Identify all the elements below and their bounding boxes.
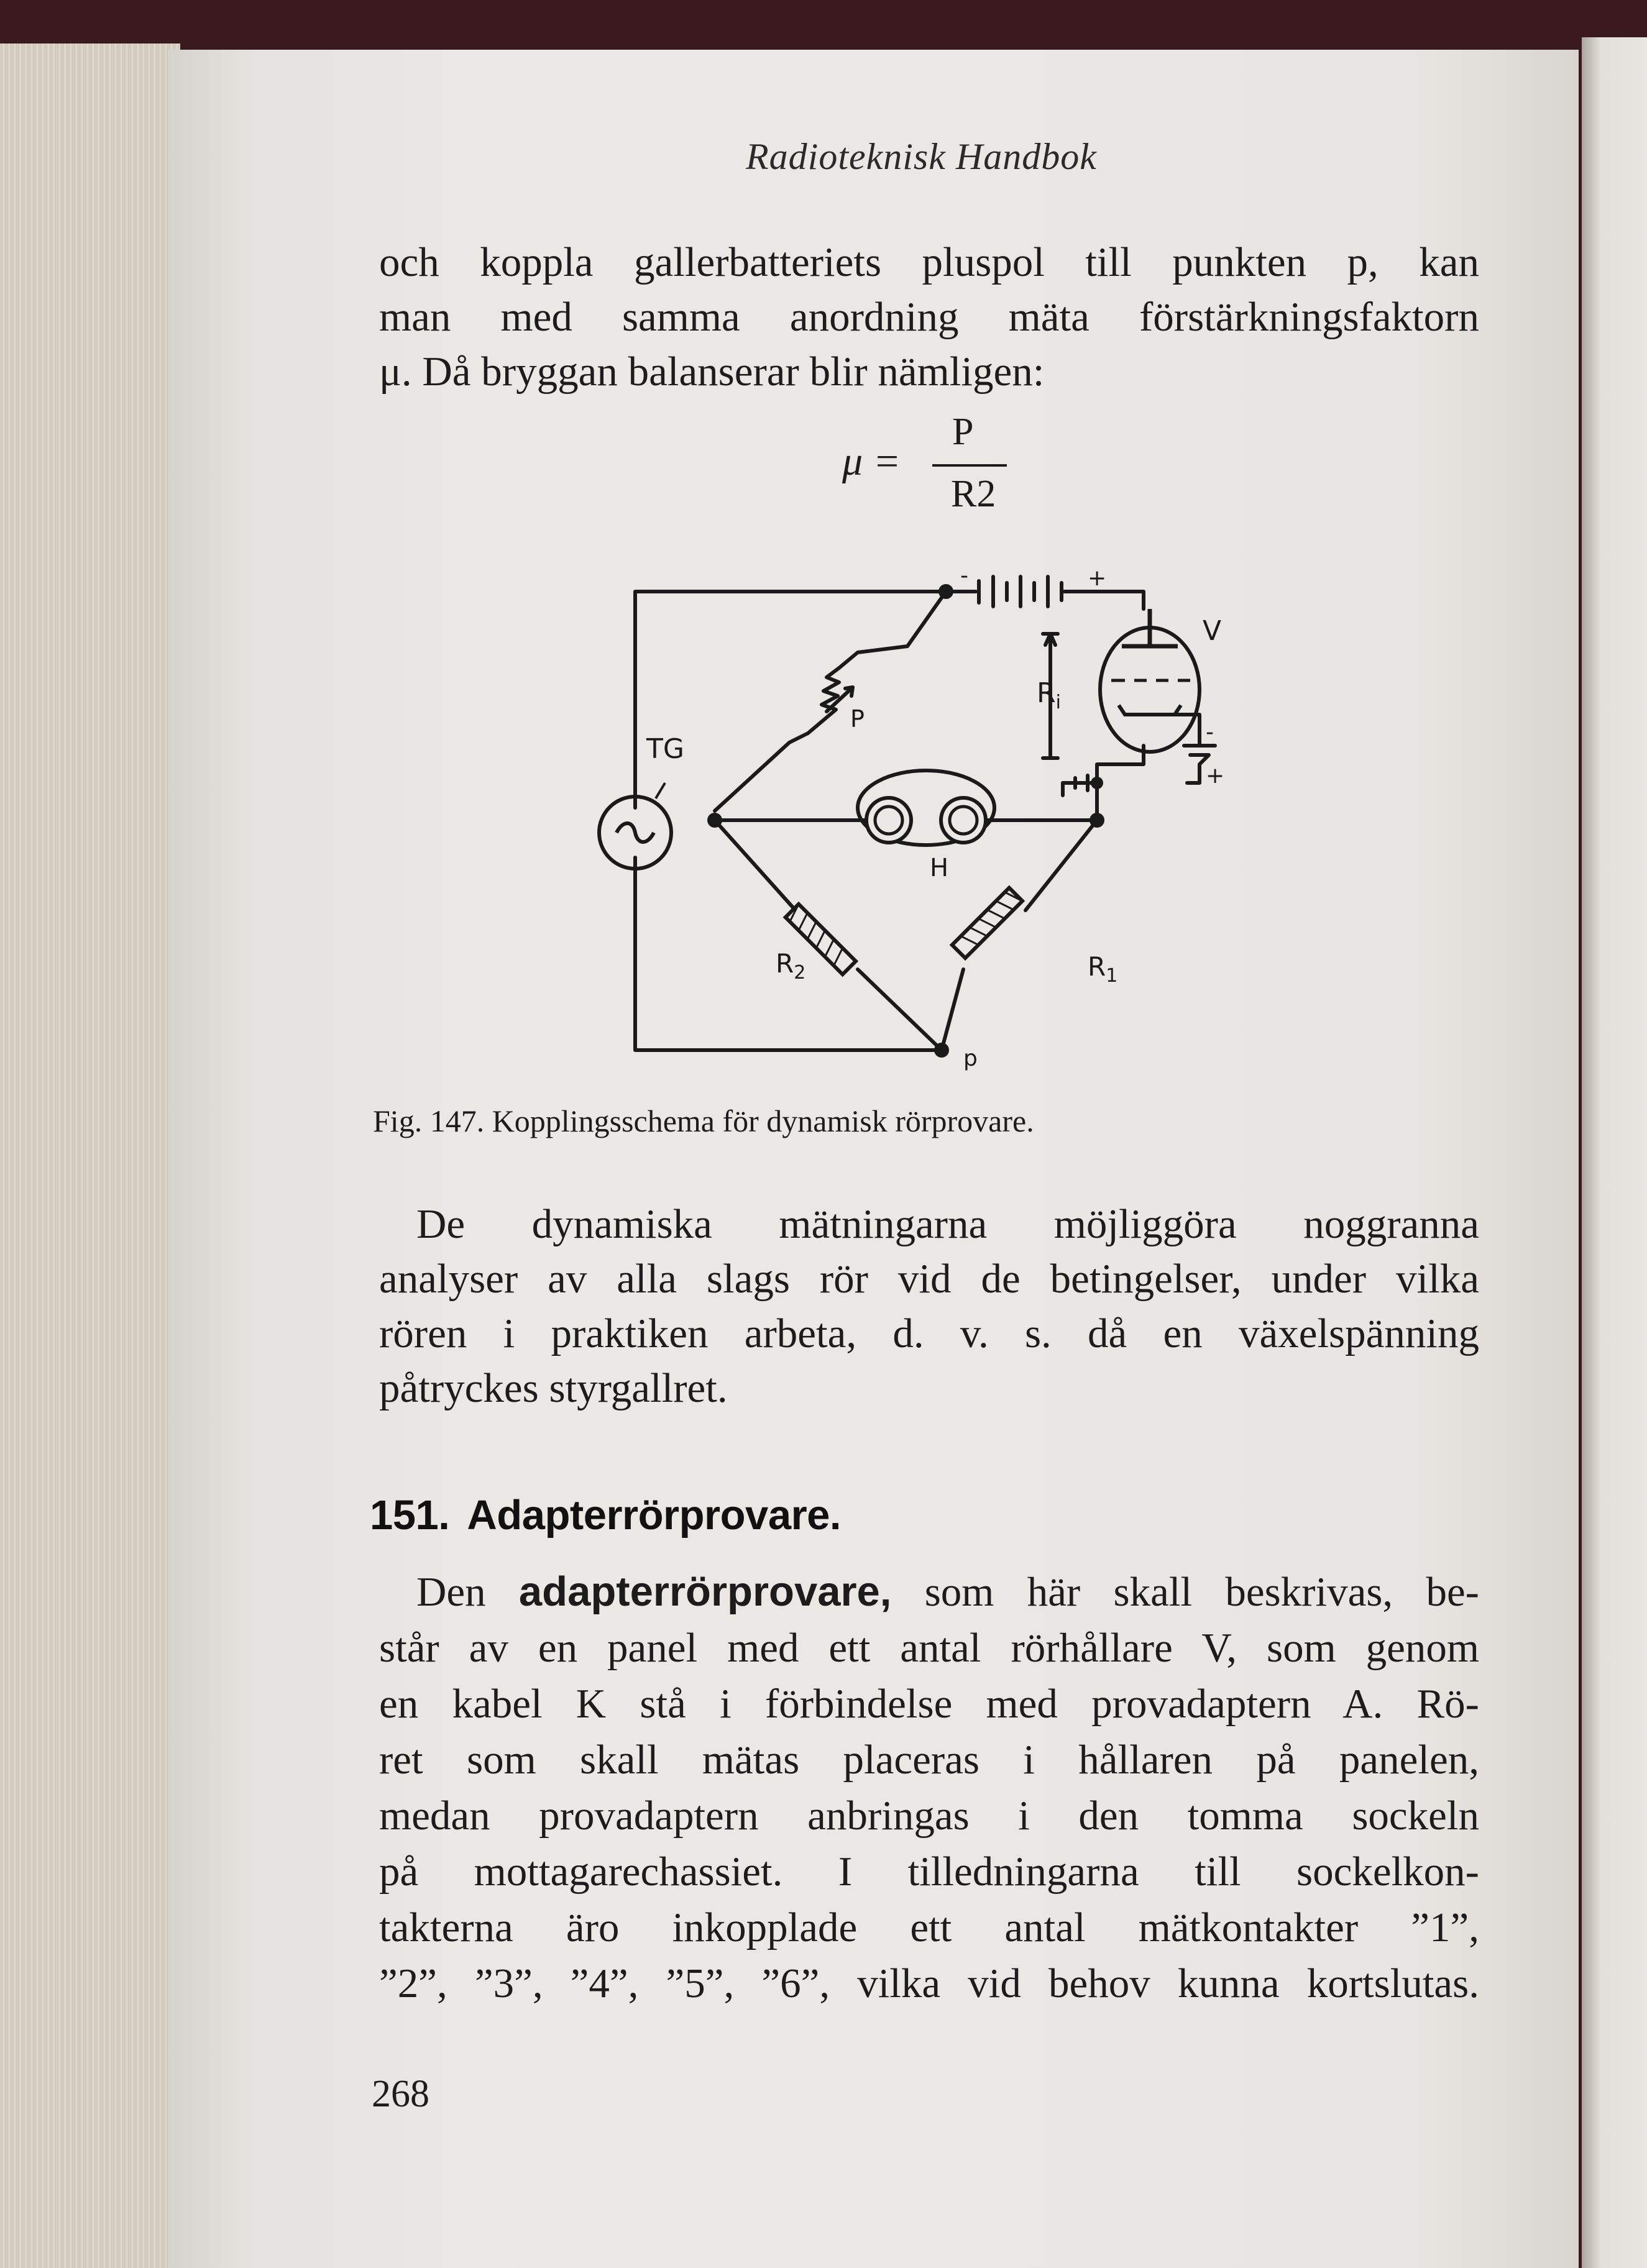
para2-line-2: står av en panel med ett antal rörhållare V, som genom — [379, 1625, 1479, 1671]
tg-pointer — [656, 783, 665, 798]
junction-p — [934, 1043, 949, 1058]
para1-line-1: De dynamiska mätningarna möjliggöra noggranna — [416, 1201, 1479, 1247]
bridge-left-lower2 — [858, 969, 942, 1050]
bridge-right-lower2 — [942, 969, 963, 1050]
intro-line-2: man med samma anordning mäta förstärkningsfaktorn — [379, 294, 1479, 340]
para2-line-7: takterna äro inkopplade ett antal mätkontakter ”1”, — [379, 1904, 1479, 1950]
running-head: Radioteknisk Handbok — [746, 136, 1097, 177]
battery — [946, 577, 1144, 609]
tone-generator-symbol — [617, 823, 654, 842]
bridge-left-lower — [715, 820, 796, 910]
intro-line-1: och koppla gallerbatteriets pluspol till punkten p, kan — [379, 239, 1479, 285]
para2-line-4: ret som skall mätas placeras i hållaren på panelen, — [379, 1737, 1479, 1783]
tube-anode — [1122, 609, 1178, 646]
para1-line-4: påtryckes styrgallret. — [379, 1365, 728, 1411]
circuit-diagram — [578, 547, 1324, 1087]
equation-numerator: P — [952, 411, 974, 453]
figure-caption: Fig. 147. Kopplingsschema för dynamisk rörprovare. — [373, 1104, 1034, 1138]
equation-lhs: μ = — [842, 439, 901, 484]
label-headphone-h: H — [930, 854, 949, 882]
section-title: Adapterrörprovare. — [467, 1492, 842, 1539]
junction-tube — [1091, 777, 1103, 789]
label-grid-minus: - — [1206, 720, 1214, 745]
section-heading — [370, 1491, 841, 1539]
para1-line-2: analyser av alla slags rör vid de betingelser, under vilka — [379, 1256, 1479, 1302]
junction-right — [1090, 813, 1104, 828]
junction-battery — [938, 584, 953, 599]
page-edges — [0, 43, 180, 2268]
label-p-point: p — [963, 1046, 978, 1071]
wire-top — [635, 592, 946, 808]
equation-denominator: R2 — [951, 473, 996, 515]
label-tube-v: V — [1203, 615, 1222, 647]
para2-line-6: på mottagarechassiet. I tilledningarna till sockelkon- — [379, 1849, 1479, 1895]
label-tg: TG — [646, 733, 684, 765]
section-number: 151. — [370, 1492, 450, 1539]
label-potentiometer: P — [850, 705, 865, 733]
potentiometer-zigzag — [715, 668, 839, 811]
tube-wire — [1097, 746, 1144, 820]
page-number: 268 — [372, 2073, 429, 2115]
label-battery-plus: + — [1088, 565, 1107, 591]
headphone-right — [941, 798, 986, 843]
label-r1: $R_1$ — [1088, 951, 1118, 987]
next-page-edge — [1582, 37, 1647, 2268]
junction-left — [707, 813, 722, 828]
term-adapterrorprovare: adapterrörprovare, — [518, 1568, 892, 1615]
label-grid-plus: + — [1206, 763, 1225, 789]
potentiometer-wire — [839, 592, 946, 668]
equation-fraction-bar — [932, 464, 1007, 467]
label-r2: $R_2$ — [776, 948, 806, 984]
para2-line-5: medan provadaptern anbringas i den tomma sockeln — [379, 1793, 1479, 1839]
headphone-left — [866, 798, 911, 843]
tube-cathode — [1119, 705, 1181, 715]
para2-line-1-pre: Den — [416, 1569, 519, 1615]
para2-line-1-post: som här skall beskrivas, be- — [891, 1569, 1479, 1615]
label-ri: $R_i$ — [1037, 677, 1061, 713]
para1-line-3: rören i praktiken arbeta, d. v. s. då en växelspänning — [379, 1310, 1479, 1356]
label-battery-minus: - — [960, 563, 968, 588]
bridge-right-lower — [1025, 820, 1097, 910]
intro-line-3: μ. Då bryggan balanserar blir nämligen: — [379, 349, 1045, 395]
para2-line-1 — [379, 1567, 1479, 1617]
para2-line-3: en kabel K stå i förbindelse med provadaptern A. Rö- — [379, 1681, 1479, 1727]
para2-line-8: ”2”, ”3”, ”4”, ”5”, ”6”, vilka vid behov kunna kortslutas. — [379, 1960, 1479, 2006]
